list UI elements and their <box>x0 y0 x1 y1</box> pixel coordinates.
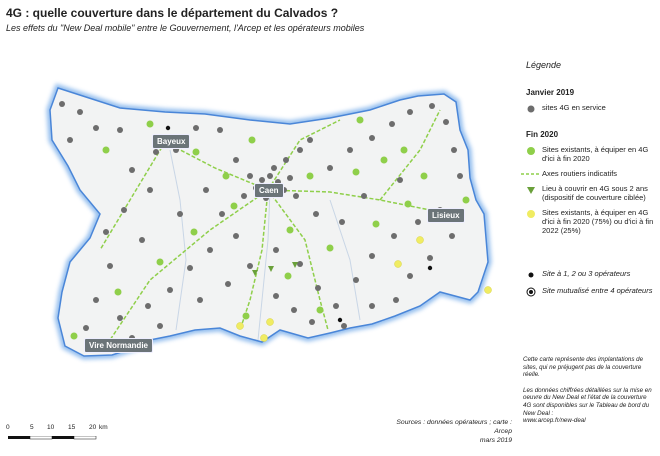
page-title: 4G : quelle couverture dans le département du Calvados ? <box>6 6 339 20</box>
legend-row-sites-4g <box>520 103 656 114</box>
green-dot-icon <box>526 146 536 156</box>
page-subtitle: Les effets du "New Deal mobile" entre le Gouvernement, l'Arcep et les opérateurs mobiles <box>6 23 365 33</box>
legend-label-yellow: Sites existants, à équiper en 4G d'ici à fin 2020 (75%) ou d'ici à fin 2022 (25%) <box>542 208 654 235</box>
note-text-2: Les données chiffrées détaillées sur la mise en oeuvre du New Deal et l'état de la couverture 4G sont disponibles sur le Tableau de bord du New Deal : <box>523 386 652 417</box>
note-text-1: Cette carte représente des implantations de sites, qui ne préjugent pas de la couverture réelle. <box>523 356 644 379</box>
legend-label-green: Sites existants, à équiper en 4G d'ici à fin 2020 <box>542 145 649 163</box>
yellow-dot-icon <box>526 209 536 219</box>
legend-row-axes <box>520 169 656 178</box>
city-label-vire: Vire Normandie <box>84 338 153 353</box>
scale-tick-10: 10 <box>47 424 55 431</box>
legend-section-jan2019: Janvier 2019 <box>526 88 575 97</box>
legend-row-green <box>520 145 656 163</box>
sources-block <box>392 418 512 445</box>
legend-row-site123 <box>520 269 656 280</box>
scale-tick-5: 5 <box>30 424 34 431</box>
legend-row-mutual <box>520 286 656 297</box>
scale-tick-15: 15 <box>68 424 76 431</box>
black-dot-icon <box>526 270 536 280</box>
scale-unit: km <box>99 424 108 431</box>
note-block <box>523 356 655 425</box>
legend-label-mutual: Site mutualisé entre 4 opérateurs <box>542 286 653 295</box>
legend-section-fin2020: Fin 2020 <box>526 130 559 139</box>
sources-text: Sources : données opérateurs ; carte : Arcep <box>396 419 512 435</box>
scale-bar-graphic <box>8 436 108 446</box>
legend-label-sites-4g: sites 4G en service <box>542 103 606 112</box>
triangle-icon <box>526 185 536 195</box>
note-url[interactable]: www.arcep.fr/new-deal <box>523 417 586 425</box>
dashed-line-icon <box>521 170 541 178</box>
legend-row-lieu <box>520 184 656 202</box>
city-label-caen: Caen <box>254 183 284 198</box>
legend-label-axes: Axes routiers indicatifs <box>542 169 618 178</box>
city-label-lisieux: Lisieux <box>427 208 465 223</box>
legend-row-yellow <box>520 208 656 235</box>
grey-dot-icon <box>526 104 536 114</box>
legend-label-lieu: Lieu à couvrir en 4G sous 2 ans (dispositif de couverture ciblée) <box>542 184 648 202</box>
scale-tick-0: 0 <box>6 424 10 431</box>
city-label-bayeux: Bayeux <box>152 134 190 149</box>
scale-tick-20: 20 <box>89 424 97 431</box>
date-text: mars 2019 <box>479 437 512 444</box>
legend-title: Légende <box>526 60 562 70</box>
legend-label-site123: Site à 1, 2 ou 3 opérateurs <box>542 269 631 278</box>
legend <box>520 60 656 303</box>
ringed-dot-icon <box>526 287 536 297</box>
